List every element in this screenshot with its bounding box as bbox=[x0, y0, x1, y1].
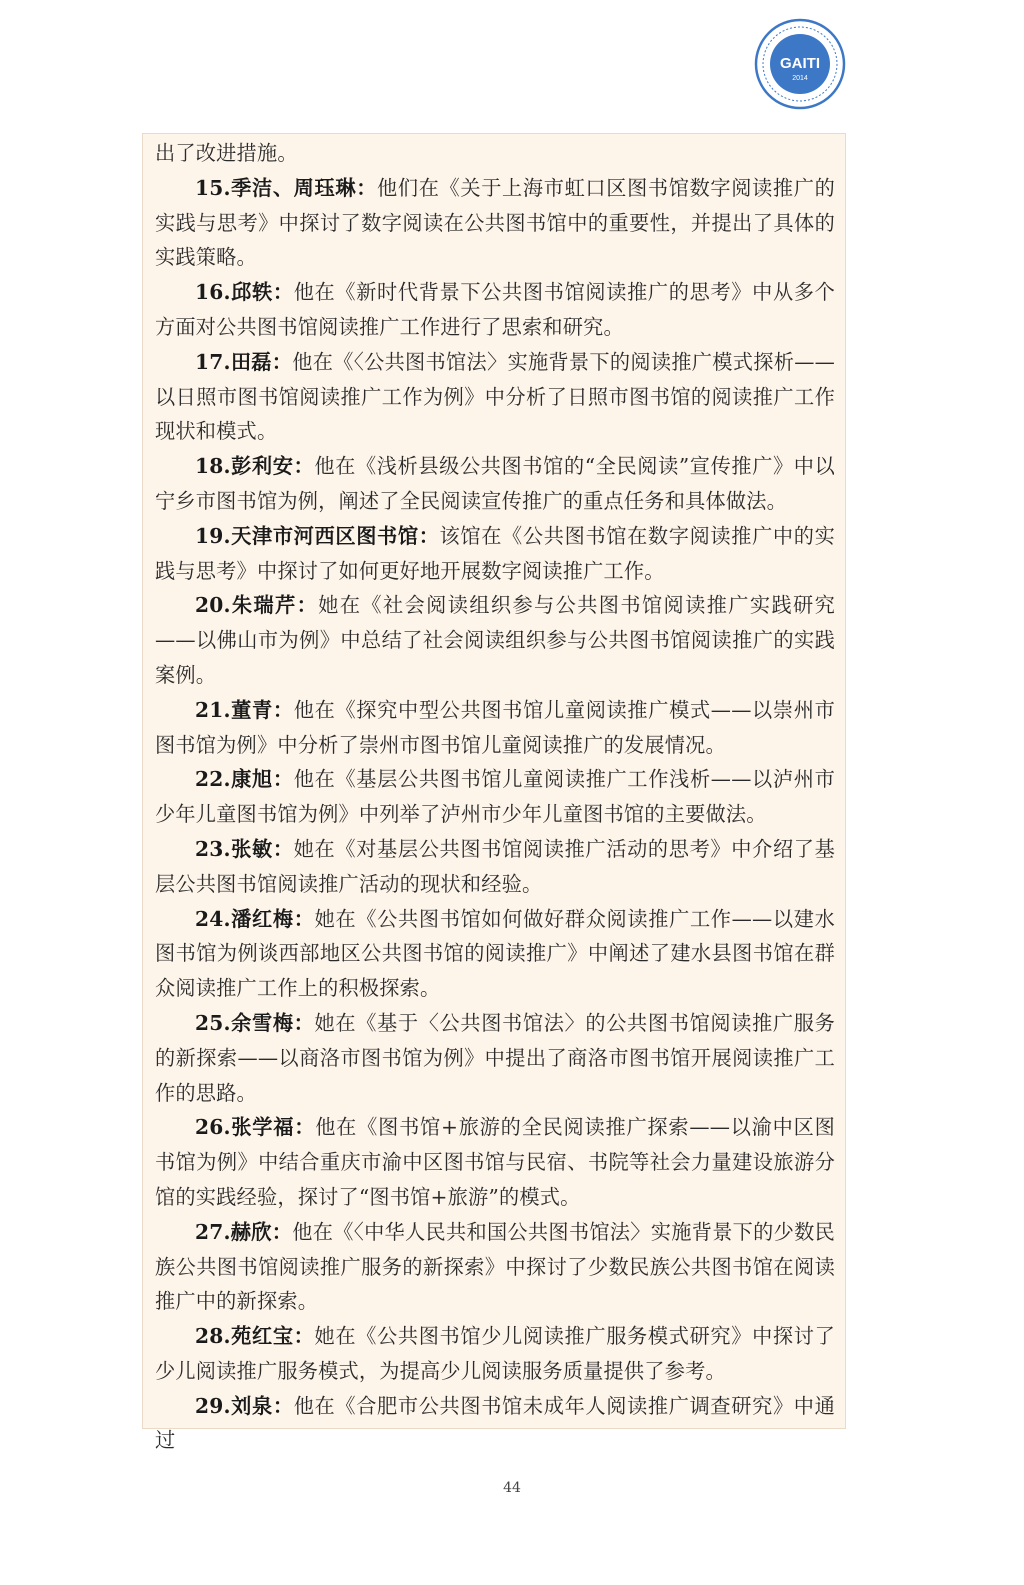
page-number: 44 bbox=[503, 1480, 521, 1496]
paragraph-entry-26 bbox=[155, 1110, 835, 1214]
entry-text: 他在《图书馆+旅游的全民阅读推广探索——以渝中区图书馆为例》中结合重庆市渝中区图书馆与民宿、书院等社会力量建设旅游分馆的实践经验，探讨了“图书馆+旅游”的模式。 bbox=[155, 1115, 835, 1209]
paragraph-entry-25 bbox=[155, 1006, 835, 1110]
author-name: 29.刘泉： bbox=[195, 1393, 294, 1418]
author-name: 15.季洁、周珏琳： bbox=[195, 175, 378, 200]
entry-text: 她在《对基层公共图书馆阅读推广活动的思考》中介绍了基层公共图书馆阅读推广活动的现状和经验。 bbox=[155, 836, 835, 896]
author-name: 25.余雪梅： bbox=[195, 1010, 315, 1035]
paragraph-entry-15 bbox=[155, 171, 835, 275]
author-name: 21.董青： bbox=[195, 697, 294, 722]
paragraph-entry-16 bbox=[155, 275, 835, 345]
paragraph-entry-18 bbox=[155, 449, 835, 519]
author-name: 16.邱轶： bbox=[195, 280, 294, 305]
paragraph-entry-29 bbox=[155, 1389, 835, 1459]
svg-text:2014: 2014 bbox=[792, 75, 808, 82]
paragraph-continued: 出了改进措施。 bbox=[155, 141, 298, 165]
author-name: 18.彭利安： bbox=[195, 454, 315, 479]
author-name: 28.苑红宝： bbox=[195, 1324, 315, 1349]
paragraph-entry-28 bbox=[155, 1319, 835, 1389]
svg-text:GAITI: GAITI bbox=[780, 55, 820, 72]
entry-text: 他在《合肥市公共图书馆未成年人阅读推广调查研究》中通过 bbox=[155, 1393, 835, 1453]
paragraph-entry-19 bbox=[155, 519, 835, 589]
author-name: 23.张敏： bbox=[195, 836, 294, 861]
entry-text: 她在《社会阅读组织参与公共图书馆阅读推广实践研究——以佛山市为例》中总结了社会阅读组织参与公共图书馆阅读推广的实践案例。 bbox=[155, 593, 835, 687]
author-name: 27.赫欣： bbox=[195, 1219, 293, 1244]
entry-text: 他在《探究中型公共图书馆儿童阅读推广模式——以崇州市图书馆为例》中分析了崇州市图书馆儿童阅读推广的发展情况。 bbox=[155, 697, 835, 757]
author-name: 20.朱瑞芹： bbox=[195, 593, 319, 618]
paragraph-entry-24 bbox=[155, 902, 835, 1006]
article-content bbox=[142, 133, 846, 1453]
author-name: 24.潘红梅： bbox=[195, 906, 315, 931]
entry-text: 他在《新时代背景下公共图书馆阅读推广的思考》中从多个方面对公共图书馆阅读推广工作进行了思索和研究。 bbox=[155, 280, 835, 339]
author-name: 17.田磊： bbox=[195, 349, 293, 374]
author-name: 26.张学福： bbox=[195, 1115, 316, 1140]
paragraph-entry-17 bbox=[155, 345, 835, 449]
entry-text: 他在《〈公共图书馆法〉实施背景下的阅读推广模式探析——以日照市图书馆阅读推广工作为例》中分析了日照市图书馆的阅读推广工作现状和模式。 bbox=[155, 349, 835, 444]
entry-text: 他在《浅析县级公共图书馆的“全民阅读”宣传推广》中以宁乡市图书馆为例，阐述了全民阅读宣传推广的重点任务和具体做法。 bbox=[155, 454, 835, 513]
gaiti-logo bbox=[750, 18, 850, 110]
entry-text: 他们在《关于上海市虹口区图书馆数字阅读推广的实践与思考》中探讨了数字阅读在公共图书馆中的重要性，并提出了具体的实践策略。 bbox=[155, 175, 835, 270]
entry-text: 她在《公共图书馆少儿阅读推广服务模式研究》中探讨了少儿阅读推广服务模式，为提高少儿阅读服务质量提供了参考。 bbox=[155, 1324, 835, 1383]
paragraph-entry-21 bbox=[155, 693, 835, 763]
author-name: 19.天津市河西区图书馆： bbox=[195, 523, 440, 548]
entry-text: 该馆在《公共图书馆在数字阅读推广中的实践与思考》中探讨了如何更好地开展数字阅读推广工作。 bbox=[155, 523, 835, 583]
entry-text: 她在《公共图书馆如何做好群众阅读推广工作——以建水图书馆为例谈西部地区公共图书馆的阅读推广》中阐述了建水县图书馆在群众阅读推广工作上的积极探索。 bbox=[155, 906, 835, 1001]
entry-text: 他在《基层公共图书馆儿童阅读推广工作浅析——以泸州市少年儿童图书馆为例》中列举了泸州市少年儿童图书馆的主要做法。 bbox=[155, 767, 835, 827]
paragraph-entry-27 bbox=[155, 1215, 835, 1319]
entry-text: 他在《〈中华人民共和国公共图书馆法〉实施背景下的少数民族公共图书馆阅读推广服务的新探索》中探讨了少数民族公共图书馆在阅读推广中的新探索。 bbox=[155, 1219, 835, 1314]
entry-text: 她在《基于〈公共图书馆法〉的公共图书馆阅读推广服务的新探索——以商洛市图书馆为例》中提出了商洛市图书馆开展阅读推广工作的思路。 bbox=[155, 1010, 835, 1105]
paragraph-entry-20 bbox=[155, 588, 835, 692]
paragraph-entry-23 bbox=[155, 832, 835, 902]
paragraph-entry-22 bbox=[155, 762, 835, 832]
author-name: 22.康旭： bbox=[195, 767, 294, 792]
